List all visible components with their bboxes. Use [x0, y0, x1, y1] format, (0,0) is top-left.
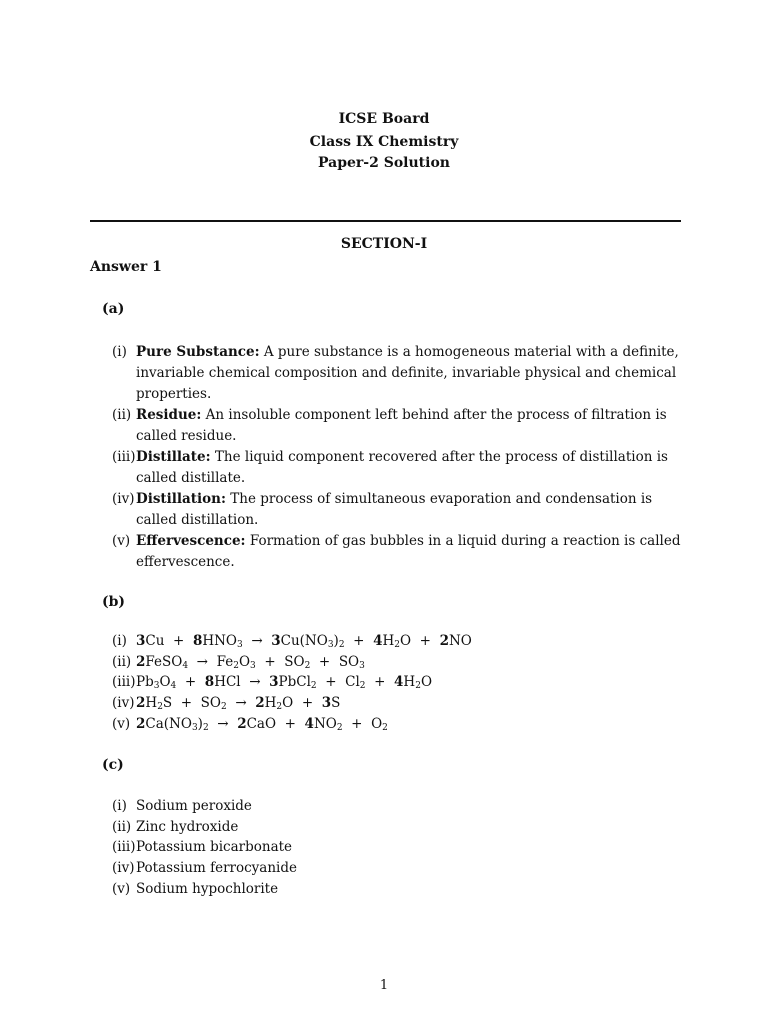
definition-text: An insoluble component left behind after the process of filtration is called residue.	[136, 407, 667, 444]
item-number: (ii)	[112, 407, 132, 423]
list-item	[112, 796, 682, 817]
definition-item	[112, 447, 682, 489]
definition-item	[112, 342, 682, 405]
list-item	[112, 817, 682, 838]
part-a-label: (a)	[102, 301, 125, 317]
list-item	[112, 837, 682, 858]
equation-item	[112, 672, 682, 693]
board-title: ICSE Board	[338, 111, 430, 127]
definition-item	[112, 531, 682, 573]
part-a-list	[112, 342, 682, 573]
page-number: 1	[379, 978, 389, 993]
chemical-equation: 2FeSO$_4$ → $Fe_2O_3 + SO_2 + SO_3$	[136, 653, 365, 671]
item-number: (iii)	[112, 839, 136, 856]
part-c-label: (c)	[102, 757, 124, 773]
equation-item	[112, 631, 682, 652]
equation-item	[112, 693, 682, 714]
item-number: (ii)	[112, 653, 132, 670]
chemical-equation: $3Cu + 8HNO_3 \to 3Cu(NO_3)_2 + 4H_2O + 2NO$	[136, 633, 472, 650]
compound-name: Zinc hydroxide	[136, 818, 239, 835]
item-number: (iv)	[112, 860, 135, 877]
item-number: (v)	[112, 715, 131, 732]
item-number: (i)	[112, 798, 127, 814]
chemical-equation: $2Ca(NO_3)_2 \to 2CaO + 4NO_2 + O_2$	[136, 715, 388, 733]
equation-item	[112, 714, 682, 735]
definition-item	[112, 405, 682, 447]
item-number: (v)	[112, 533, 131, 549]
definition-text: The process of simultaneous evaporation and condensation is called distillation.	[136, 491, 653, 528]
chemical-equation: $Pb_3O_4 + 8HCl$ → 3PbCl$_2$ + $Cl_2 + 4H_2O$	[136, 674, 433, 692]
part-c-list	[112, 796, 682, 900]
definition-text: The liquid component recovered after the process of distillation is called distillate.	[136, 449, 668, 486]
item-number: (iii)	[112, 449, 136, 465]
section-title: SECTION-I	[340, 236, 428, 252]
definition-term: Distillation:	[136, 491, 226, 507]
item-number: (ii)	[112, 818, 132, 835]
definition-term: Pure Substance:	[136, 344, 260, 360]
paper-title: Paper-2 Solution	[318, 155, 450, 171]
item-number: (i)	[112, 344, 127, 360]
part-b-list	[112, 631, 682, 735]
definition-text: Formation of gas bubbles in a liquid during a reaction is called effervescence.	[136, 533, 681, 570]
list-item	[112, 879, 682, 900]
item-number: (i)	[112, 633, 127, 649]
compound-name: Potassium ferrocyanide	[136, 860, 297, 877]
compound-name: Potassium bicarbonate	[136, 839, 293, 856]
item-number: (iii)	[112, 674, 136, 691]
compound-name: Sodium hypochlorite	[136, 880, 279, 897]
equation-item	[112, 652, 682, 673]
answer-title: Answer 1	[90, 259, 162, 275]
definition-term: Effervescence:	[136, 533, 246, 549]
list-item	[112, 858, 682, 879]
item-number: (v)	[112, 880, 131, 897]
definition-text: A pure substance is a homogeneous material with a definite, invariable chemical composition and definite, invariable physical and chemical properties.	[136, 344, 679, 402]
chemical-equation: $2H_2S + SO_2 \to 2H_2O + 3S$	[136, 695, 341, 713]
part-b-label: (b)	[102, 594, 126, 610]
item-number: (iv)	[112, 491, 135, 507]
definition-item	[112, 489, 682, 531]
horizontal-rule	[90, 220, 681, 222]
definition-term: Distillate:	[136, 449, 211, 465]
definition-term: Residue:	[136, 407, 202, 423]
compound-name: Sodium peroxide	[136, 798, 252, 814]
class-title: Class IX Chemistry	[309, 134, 459, 150]
item-number: (iv)	[112, 695, 135, 712]
